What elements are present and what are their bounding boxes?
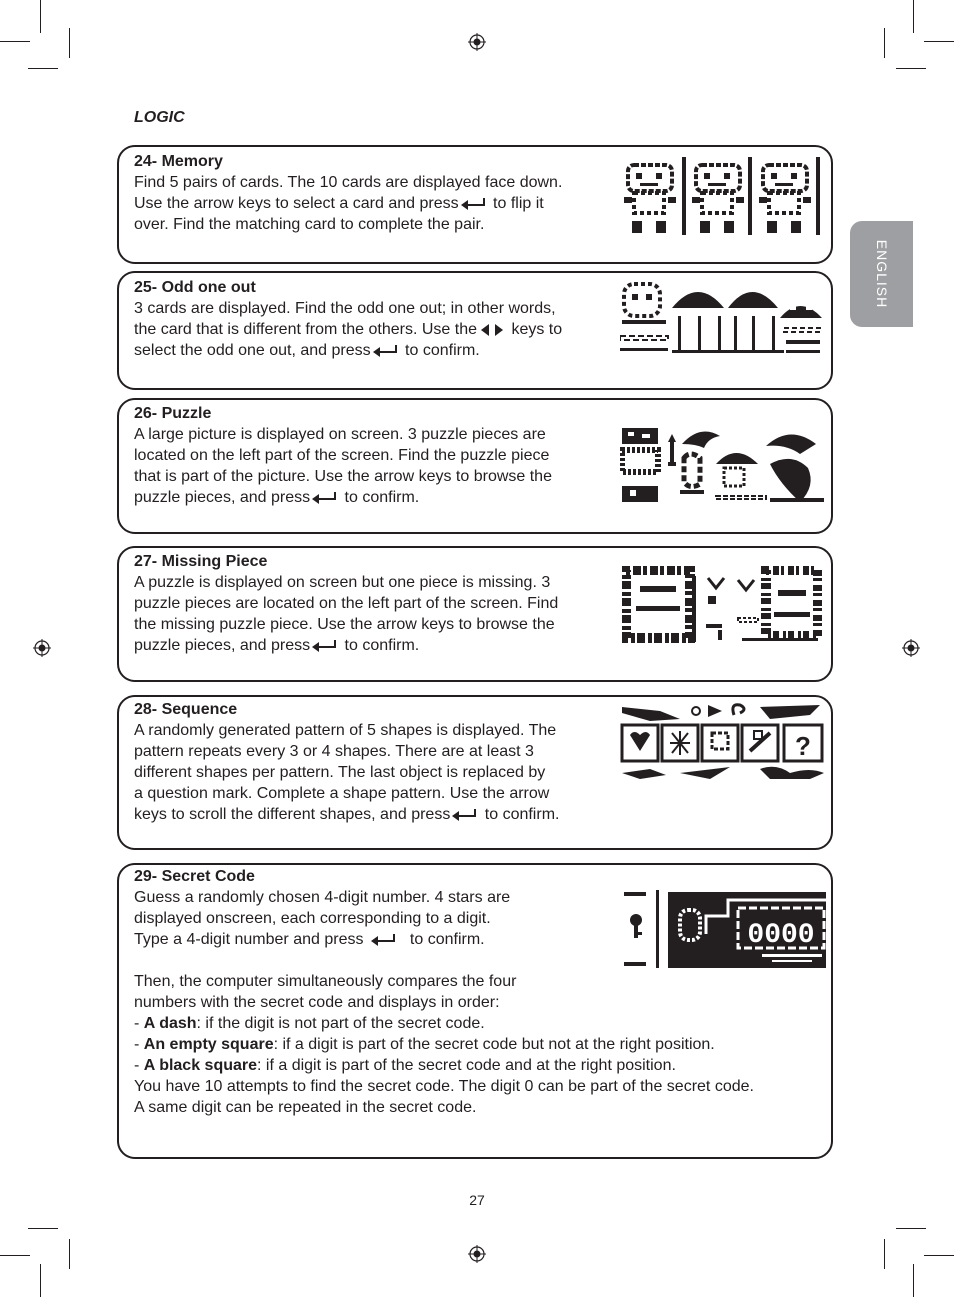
game-title: 24- Memory <box>134 153 223 170</box>
section-title: LOGIC <box>134 109 185 126</box>
text-line: numbers with the secret code and displays in order: <box>134 994 500 1011</box>
text-line: that is part of the picture. Use the arrow keys to browse the <box>134 468 552 485</box>
crop-mark <box>40 0 41 33</box>
crop-mark <box>28 1228 58 1229</box>
registration-mark-icon <box>468 33 486 51</box>
text-line: A large picture is displayed on screen. 3 puzzle pieces are <box>134 426 546 443</box>
crop-mark <box>913 1264 914 1297</box>
question-mark: ? <box>795 731 811 761</box>
text-line: keys to scroll the different shapes, and press to confirm. <box>134 806 560 823</box>
game-text-memory <box>134 151 562 235</box>
text-line: a question mark. Complete a shape pattern. Use the arrow <box>134 785 550 802</box>
game-title: 29- Secret Code <box>134 868 255 885</box>
sequence-screen-illustration <box>620 701 827 783</box>
crop-mark <box>896 68 926 69</box>
enter-key-icon <box>312 639 338 653</box>
memory-screen-illustration <box>620 157 825 237</box>
game-text-puzzle <box>134 403 552 508</box>
missing-piece-screen-illustration <box>622 566 822 646</box>
crop-mark <box>69 28 70 58</box>
left-right-arrows-icon <box>479 323 505 337</box>
enter-key-icon <box>312 491 338 505</box>
odd-one-out-screen-illustration <box>620 278 825 358</box>
secret-code-screen-illustration <box>622 890 828 970</box>
text-line: puzzle pieces, and press to confirm. <box>134 637 420 654</box>
game-text-sequence <box>134 699 559 825</box>
registration-mark-icon <box>33 639 51 657</box>
registration-mark-icon <box>902 639 920 657</box>
registration-mark-icon <box>468 1245 486 1263</box>
crop-mark <box>40 1264 41 1297</box>
text-line: A randomly generated pattern of 5 shapes is displayed. The <box>134 722 557 739</box>
text-line: displayed onscreen, each corresponding to a digit. <box>134 910 491 927</box>
game-title: 28- Sequence <box>134 701 238 718</box>
text-line: the missing puzzle piece. Use the arrow keys to browse the <box>134 616 555 633</box>
text-line: Find 5 pairs of cards. The 10 cards are displayed face down. <box>134 174 563 191</box>
language-tab <box>850 221 913 327</box>
text-line: Use the arrow keys to select a card and press to flip it <box>134 195 544 212</box>
text-line: 3 cards are displayed. Find the odd one out; in other words, <box>134 300 556 317</box>
page-number: 27 <box>469 1192 485 1208</box>
text-line: Type a 4-digit number and press to confirm. <box>134 931 485 948</box>
language-tab-label: ENGLISH <box>873 239 890 309</box>
crop-mark <box>924 41 954 42</box>
enter-key-icon <box>452 808 478 822</box>
enter-key-icon <box>461 197 487 211</box>
text-line: pattern repeats every 3 or 4 shapes. There are at least 3 <box>134 743 534 760</box>
game-text-odd-one-out <box>134 277 562 361</box>
crop-mark <box>0 1255 30 1256</box>
text-line: puzzle pieces are located on the left part of the screen. Find <box>134 595 559 612</box>
text-line: located on the left part of the screen. Find the puzzle piece <box>134 447 550 464</box>
enter-key-icon <box>373 344 399 358</box>
game-text-missing-piece <box>134 551 558 656</box>
crop-mark <box>884 28 885 58</box>
game-title: 25- Odd one out <box>134 279 256 296</box>
text-line: different shapes per pattern. The last object is replaced by <box>134 764 546 781</box>
rule-empty-square: - An empty square: if a digit is part of the secret code but not at the right position. <box>134 1036 715 1053</box>
puzzle-screen-illustration <box>620 424 827 506</box>
text-line: puzzle pieces, and press to confirm. <box>134 489 420 506</box>
text-line: A same digit can be repeated in the secret code. <box>134 1099 477 1116</box>
game-title: 26- Puzzle <box>134 405 212 422</box>
crop-mark <box>896 1228 926 1229</box>
rule-black-square: - A black square: if a digit is part of the secret code and at the right position. <box>134 1057 676 1074</box>
text-line: Then, the computer simultaneously compares the four <box>134 973 517 990</box>
text-line: the card that is different from the others. Use the keys to <box>134 321 563 338</box>
crop-mark <box>884 1239 885 1269</box>
crop-mark <box>924 1255 954 1256</box>
text-line: over. Find the matching card to complete the pair. <box>134 216 485 233</box>
text-line: You have 10 attempts to find the secret code. The digit 0 can be part of the secret code. <box>134 1078 754 1095</box>
crop-mark <box>913 0 914 33</box>
code-display: 0000 <box>747 920 815 951</box>
crop-mark <box>0 41 30 42</box>
game-title: 27- Missing Piece <box>134 553 268 570</box>
crop-mark <box>69 1239 70 1269</box>
crop-mark <box>28 68 58 69</box>
rule-dash: - A dash: if the digit is not part of the secret code. <box>134 1015 485 1032</box>
text-line: Guess a randomly chosen 4-digit number. 4 stars are <box>134 889 511 906</box>
text-line: A puzzle is displayed on screen but one piece is missing. 3 <box>134 574 551 591</box>
text-line: select the odd one out, and press to confirm. <box>134 342 480 359</box>
enter-key-icon <box>371 933 397 947</box>
